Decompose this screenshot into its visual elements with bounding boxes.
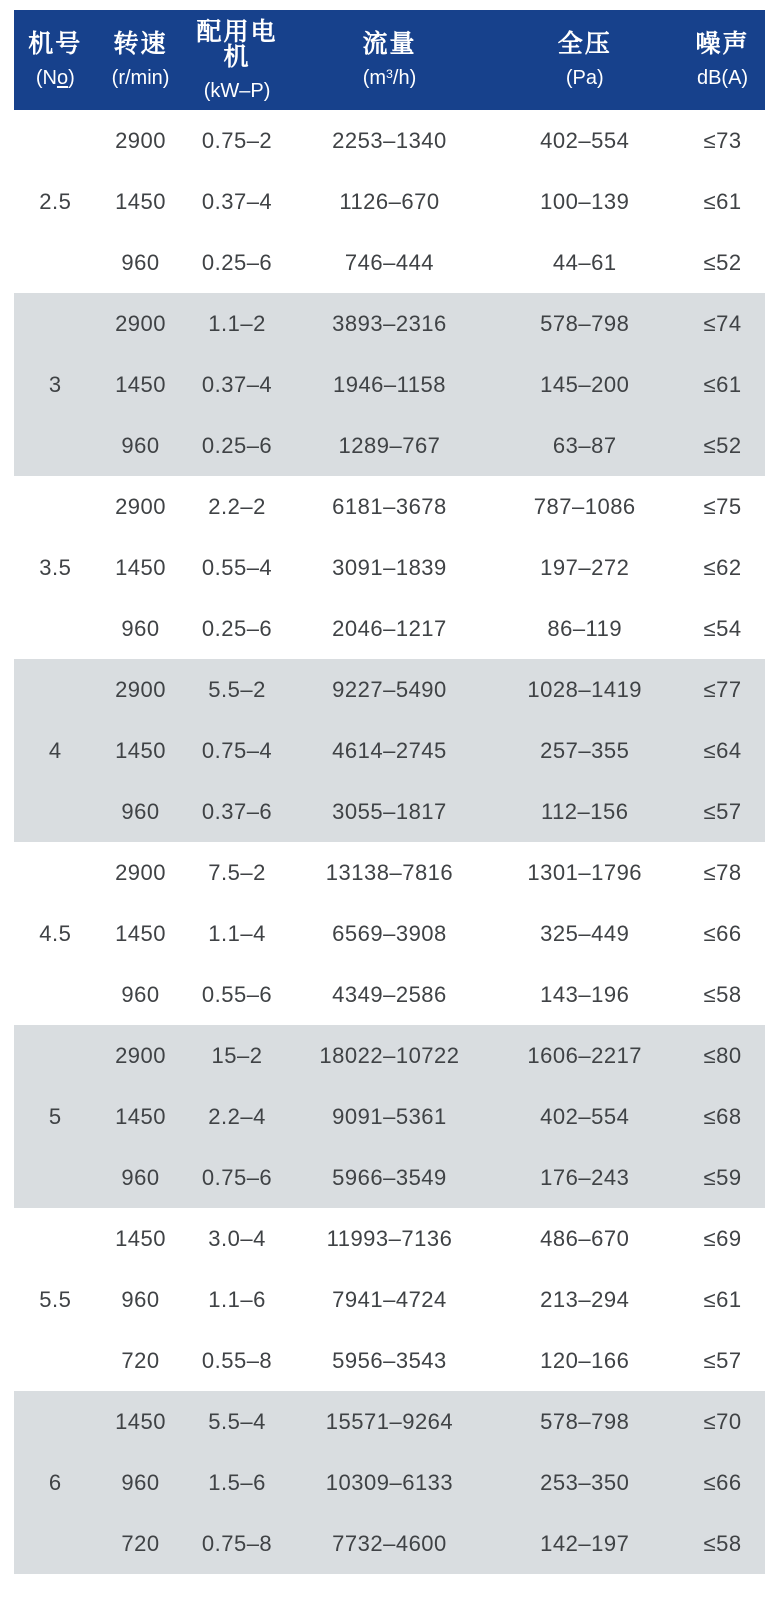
header-unit-part: 3 [386, 66, 393, 81]
cell-motor: 0.75–2 [201, 127, 273, 153]
header-label-fan-no: 机号 [28, 30, 83, 58]
fan-group-4 [14, 659, 765, 842]
cell-motor: 1.1–6 [208, 1286, 266, 1312]
cell-flow: 7732–4600 [332, 1530, 447, 1556]
cell-pressure: 257–355 [540, 737, 630, 763]
cell-flow: 9227–5490 [332, 676, 447, 702]
cell-speed: 2900 [115, 127, 167, 153]
header-unit-part: /h) [392, 67, 417, 89]
cell-speed: 720 [121, 1347, 160, 1373]
cell-speed: 960 [121, 249, 160, 275]
cell-flow: 4614–2745 [332, 737, 447, 763]
cell-pressure: 787–1086 [533, 493, 636, 519]
header-unit-part: (kW–P) [203, 79, 271, 102]
spec-table-header [14, 10, 765, 110]
header-col-noise [680, 32, 765, 88]
cell-motor: 0.75–4 [201, 737, 273, 763]
cell-pressure: 213–294 [540, 1286, 630, 1312]
cell-noise: ≤73 [703, 127, 742, 153]
cell-motor: 0.25–6 [201, 615, 273, 641]
cell-noise: ≤68 [703, 1103, 742, 1129]
cell-fan-no: 6 [48, 1469, 62, 1495]
cell-motor: 5.5–2 [208, 676, 266, 702]
cell-fan-no: 3 [48, 371, 62, 397]
cell-flow: 7941–4724 [332, 1286, 447, 1312]
cell-pressure: 176–243 [540, 1164, 630, 1190]
cell-speed: 2900 [115, 493, 167, 519]
cell-noise: ≤61 [703, 188, 742, 214]
cell-pressure: 142–197 [540, 1530, 630, 1556]
header-col-fan-no [14, 32, 97, 88]
cell-pressure: 578–798 [540, 310, 630, 336]
header-unit-part: dB(A) [696, 67, 749, 89]
cell-flow: 1289–767 [338, 432, 441, 458]
cell-motor: 1.5–6 [208, 1469, 266, 1495]
cell-pressure: 100–139 [540, 188, 630, 214]
header-unit-part: (r/min) [111, 67, 170, 89]
cell-noise: ≤57 [703, 798, 742, 824]
cell-speed: 960 [121, 798, 160, 824]
cell-motor: 0.37–4 [201, 188, 273, 214]
cell-flow: 13138–7816 [325, 859, 454, 885]
spec-table-body [14, 110, 765, 1574]
cell-pressure: 1606–2217 [527, 1042, 643, 1068]
cell-flow: 746–444 [344, 249, 435, 275]
header-label-flow: 流量 [362, 30, 417, 58]
fan-group-3 [14, 293, 765, 476]
cell-flow: 18022–10722 [319, 1042, 460, 1068]
cell-motor: 3.0–4 [208, 1225, 266, 1251]
cell-pressure: 86–119 [547, 615, 623, 641]
header-col-pressure [489, 32, 680, 88]
header-unit-motor [184, 81, 289, 101]
cell-pressure: 1028–1419 [527, 676, 643, 702]
cell-speed: 2900 [115, 1042, 167, 1068]
cell-noise: ≤52 [703, 249, 742, 275]
cell-pressure: 402–554 [540, 127, 630, 153]
header-col-motor [184, 17, 289, 102]
header-col-flow [290, 32, 490, 88]
cell-speed: 2900 [115, 676, 167, 702]
header-label-speed: 转速 [113, 30, 168, 58]
cell-noise: ≤57 [703, 1347, 742, 1373]
cell-motor: 15–2 [211, 1042, 263, 1068]
cell-speed: 1450 [115, 1225, 167, 1251]
cell-fan-no: 5 [48, 1103, 62, 1129]
cell-speed: 1450 [115, 1408, 167, 1434]
fan-group-5 [14, 1025, 765, 1208]
cell-noise: ≤61 [703, 371, 742, 397]
cell-pressure: 325–449 [540, 920, 630, 946]
cell-speed: 720 [121, 1530, 160, 1556]
cell-motor: 0.55–4 [201, 554, 273, 580]
cell-noise: ≤75 [703, 493, 742, 519]
cell-noise: ≤58 [703, 981, 742, 1007]
cell-pressure: 402–554 [540, 1103, 630, 1129]
cell-fan-no: 4 [48, 737, 62, 763]
cell-flow: 5956–3543 [332, 1347, 447, 1373]
cell-flow: 3055–1817 [332, 798, 447, 824]
cell-motor: 2.2–2 [208, 493, 266, 519]
header-unit-part: o [56, 67, 69, 89]
fan-group-4.5 [14, 842, 765, 1025]
cell-fan-no: 3.5 [39, 554, 72, 580]
cell-noise: ≤62 [703, 554, 742, 580]
cell-noise: ≤66 [703, 1469, 742, 1495]
cell-flow: 9091–5361 [332, 1103, 447, 1129]
cell-fan-no: 2.5 [39, 188, 72, 214]
cell-speed: 1450 [115, 371, 167, 397]
cell-pressure: 44–61 [552, 249, 617, 275]
header-unit-part: (N [35, 67, 57, 89]
cell-pressure: 253–350 [540, 1469, 630, 1495]
cell-speed: 960 [121, 1164, 160, 1190]
cell-noise: ≤52 [703, 432, 742, 458]
header-unit-flow [290, 68, 490, 88]
cell-motor: 1.1–2 [208, 310, 266, 336]
cell-speed: 2900 [115, 859, 167, 885]
fan-group-5.5 [14, 1208, 765, 1391]
cell-pressure: 197–272 [540, 554, 630, 580]
cell-motor: 5.5–4 [208, 1408, 266, 1434]
cell-speed: 960 [121, 981, 160, 1007]
cell-noise: ≤58 [703, 1530, 742, 1556]
cell-pressure: 486–670 [540, 1225, 630, 1251]
cell-pressure: 578–798 [540, 1408, 630, 1434]
cell-noise: ≤69 [703, 1225, 742, 1251]
cell-flow: 10309–6133 [325, 1469, 454, 1495]
cell-motor: 0.75–6 [201, 1164, 273, 1190]
cell-flow: 1126–670 [339, 188, 440, 214]
cell-noise: ≤66 [703, 920, 742, 946]
cell-noise: ≤70 [703, 1408, 742, 1434]
cell-fan-no: 5.5 [39, 1286, 72, 1312]
cell-motor: 2.2–4 [208, 1103, 266, 1129]
cell-motor: 0.55–6 [201, 981, 273, 1007]
cell-flow: 2253–1340 [332, 127, 447, 153]
header-label-pressure: 全压 [557, 30, 612, 58]
cell-motor: 0.55–8 [201, 1347, 273, 1373]
cell-speed: 1450 [115, 554, 167, 580]
cell-flow: 15571–9264 [325, 1408, 454, 1434]
cell-fan-no: 4.5 [39, 920, 72, 946]
cell-flow: 2046–1217 [332, 615, 447, 641]
cell-noise: ≤78 [703, 859, 742, 885]
header-unit-noise [680, 68, 765, 88]
cell-pressure: 145–200 [540, 371, 630, 397]
cell-pressure: 120–166 [540, 1347, 630, 1373]
fan-spec-table [14, 10, 765, 1574]
header-col-speed [97, 32, 185, 88]
header-label-noise: 噪声 [695, 30, 750, 58]
header-unit-pressure [489, 68, 680, 88]
cell-pressure: 112–156 [540, 798, 629, 824]
cell-speed: 960 [121, 1286, 160, 1312]
header-unit-part: (Pa) [565, 67, 604, 89]
cell-speed: 960 [121, 1469, 160, 1495]
cell-noise: ≤64 [703, 737, 742, 763]
cell-flow: 3091–1839 [332, 554, 447, 580]
cell-speed: 1450 [115, 737, 167, 763]
cell-motor: 0.25–6 [201, 249, 273, 275]
cell-noise: ≤77 [703, 676, 742, 702]
cell-flow: 6569–3908 [332, 920, 447, 946]
cell-motor: 0.37–6 [201, 798, 273, 824]
cell-pressure: 1301–1796 [527, 859, 643, 885]
cell-noise: ≤59 [703, 1164, 742, 1190]
cell-pressure: 63–87 [552, 432, 617, 458]
cell-flow: 3893–2316 [332, 310, 447, 336]
cell-motor: 0.37–4 [201, 371, 273, 397]
cell-flow: 4349–2586 [332, 981, 447, 1007]
cell-motor: 7.5–2 [208, 859, 266, 885]
cell-flow: 6181–3678 [332, 493, 447, 519]
header-unit-speed [97, 68, 185, 88]
fan-group-3.5 [14, 476, 765, 659]
cell-noise: ≤80 [703, 1042, 742, 1068]
cell-flow: 5966–3549 [332, 1164, 447, 1190]
cell-speed: 1450 [115, 1103, 167, 1129]
header-unit-fan-no [14, 68, 97, 88]
cell-noise: ≤61 [703, 1286, 742, 1312]
header-unit-part: (m [362, 67, 387, 89]
header-unit-part: ) [68, 67, 75, 89]
header-label-motor: 配用电机 [196, 17, 278, 71]
cell-noise: ≤54 [703, 615, 742, 641]
cell-motor: 0.75–8 [201, 1530, 273, 1556]
cell-speed: 1450 [115, 188, 167, 214]
cell-speed: 960 [121, 432, 160, 458]
cell-speed: 2900 [115, 310, 167, 336]
cell-speed: 1450 [115, 920, 167, 946]
fan-group-6 [14, 1391, 765, 1574]
cell-flow: 1946–1158 [332, 371, 446, 397]
cell-motor: 1.1–4 [208, 920, 266, 946]
cell-noise: ≤74 [703, 310, 742, 336]
cell-speed: 960 [121, 615, 160, 641]
cell-pressure: 143–196 [540, 981, 630, 1007]
cell-motor: 0.25–6 [201, 432, 273, 458]
fan-group-2.5 [14, 110, 765, 293]
cell-flow: 11993–7136 [326, 1225, 453, 1251]
